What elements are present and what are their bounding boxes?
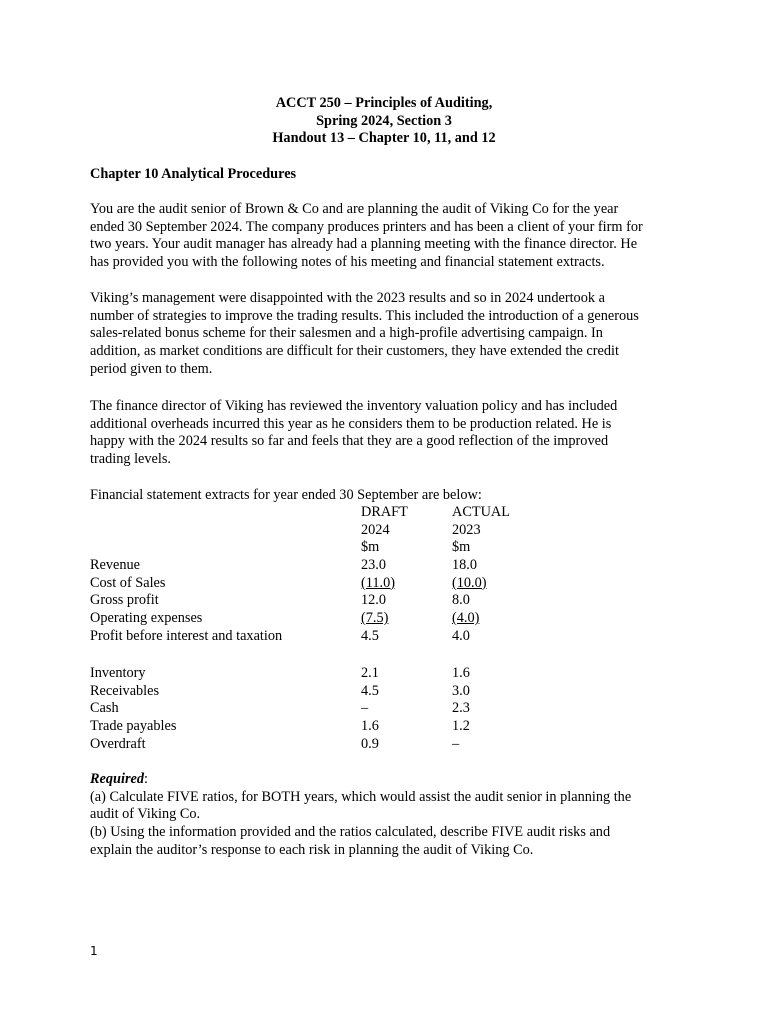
row-label: Cash: [90, 700, 119, 717]
row-label: Cost of Sales: [90, 574, 166, 591]
paragraph-line: happy with the 2024 results so far and feels that they are a good reflection of the improved: [90, 433, 609, 450]
row-label: Trade payables: [90, 718, 177, 735]
extracts-intro: Financial statement extracts for year ended 30 September are below:: [90, 487, 482, 503]
value-2023: 4.0: [452, 627, 470, 644]
column-header: ACTUAL: [452, 504, 510, 520]
paragraph-line: The finance director of Viking has reviewed the inventory valuation policy and has included: [90, 398, 618, 414]
required-colon: :: [144, 771, 148, 787]
paragraph-line: addition, as market conditions are difficult for their customers, they have extended the credit: [90, 343, 619, 360]
required-label: Required: [90, 771, 145, 787]
paragraph-line: ended 30 September 2024. The company produces printers and has been a client of your firm for: [90, 218, 643, 235]
paragraph-line: additional overheads incurred this year as he considers them to be production related. He is: [90, 415, 612, 432]
value-2023: 18.0: [452, 557, 478, 574]
question-line: audit of Viking Co.: [90, 806, 201, 823]
row-label: Overdraft: [90, 735, 146, 752]
value-2024: (11.0): [361, 574, 396, 591]
value-2024: 0.9: [361, 735, 379, 752]
paragraph-line: Viking’s management were disappointed with the 2023 results and so in 2024 undertook a: [90, 290, 605, 306]
paragraph-line: period given to them.: [90, 360, 213, 377]
column-header: DRAFT: [361, 504, 408, 520]
paragraph-line: has provided you with the following notes of his meeting and financial statement extracts.: [90, 254, 605, 271]
value-2023: 8.0: [452, 592, 470, 609]
course-title: ACCT 250 – Principles of Auditing,: [275, 95, 493, 111]
value-2024: 12.0: [361, 592, 387, 609]
value-2023: 1.2: [452, 718, 470, 735]
value-2023: 2.3: [452, 700, 470, 717]
column-header: $m: [452, 539, 471, 556]
required-heading: [90, 771, 680, 789]
chapter-heading: Chapter 10 Analytical Procedures: [90, 166, 297, 182]
paragraph-line: You are the audit senior of Brown & Co and are planning the audit of Viking Co for the year: [90, 201, 619, 217]
question-line: (a) Calculate FIVE ratios, for BOTH years, which would assist the audit senior in planning the: [90, 788, 632, 805]
value-2024: 4.5: [361, 627, 379, 644]
value-2023: 3.0: [452, 682, 470, 699]
value-2023: 1.6: [452, 665, 470, 681]
page-number: 1: [90, 944, 98, 958]
question-line: explain the auditor’s response to each risk in planning the audit of Viking Co.: [90, 841, 534, 858]
paragraph-line: two years. Your audit manager has already had a planning meeting with the finance director. He: [90, 236, 638, 253]
paragraph-inventory: [90, 398, 680, 469]
row-label: Inventory: [90, 665, 146, 681]
value-2024: 23.0: [361, 557, 387, 574]
value-2024: 1.6: [361, 718, 379, 735]
value-2024: (7.5): [361, 610, 389, 627]
row-label: Gross profit: [90, 592, 159, 609]
handout-title: Handout 13 – Chapter 10, 11, and 12: [272, 130, 496, 147]
row-label: Receivables: [90, 682, 160, 699]
paragraph-line: sales-related bonus scheme for their salesmen and a high-profile advertising campaign. In: [90, 325, 603, 342]
row-label: Profit before interest and taxation: [90, 627, 283, 644]
value-2023: (10.0): [452, 574, 487, 591]
column-header: 2023: [452, 521, 481, 538]
paragraph-intro: [90, 201, 680, 272]
value-2024: 4.5: [361, 682, 379, 699]
value-2023: –: [452, 735, 460, 752]
paragraph-strategies: [90, 290, 680, 378]
document-header: [90, 95, 678, 148]
value-2024: 2.1: [361, 665, 379, 681]
paragraph-line: trading levels.: [90, 451, 171, 468]
term-section: Spring 2024, Section 3: [316, 112, 452, 129]
column-header: $m: [361, 539, 380, 556]
row-label: Revenue: [90, 557, 141, 574]
question-line: (b) Using the information provided and the ratios calculated, describe FIVE audit risks and: [90, 824, 611, 841]
paragraph-line: number of strategies to improve the trading results. This included the introduction of a generous: [90, 307, 639, 324]
required-section: [90, 771, 680, 859]
column-header: 2024: [361, 521, 390, 538]
value-2023: (4.0): [452, 610, 480, 627]
value-2024: –: [361, 700, 369, 717]
row-label: Operating expenses: [90, 610, 203, 627]
